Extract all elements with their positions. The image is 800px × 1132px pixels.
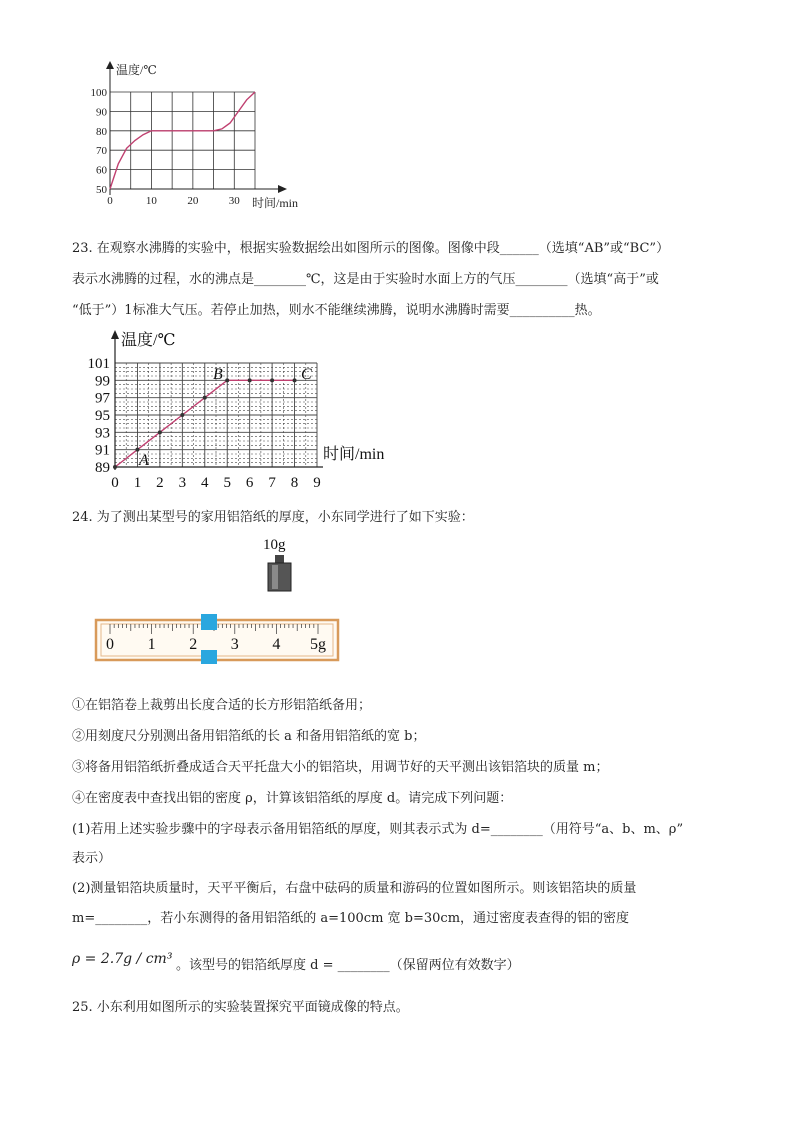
fig1-ytick-label: 90 <box>96 106 107 119</box>
fig1-ytick-label: 60 <box>96 164 107 177</box>
fig1-ytick-label: 50 <box>96 184 107 196</box>
q25-text: 25. 小东利用如图所示的实验装置探究平面镜成像的特点。 <box>72 1000 409 1015</box>
q24-step-3: ③将备用铝箔纸折叠成适合天平托盘大小的铝箔块，用调节好的天平测出该铝箔块的质量 m； <box>72 760 609 775</box>
fig2-xtick-label: 9 <box>313 475 321 491</box>
q23-line-2: 表示水沸腾的过程，水的沸点是________℃，这是由于实验时水面上方的气压________（选填“高于”或 <box>72 272 659 287</box>
rider-top <box>201 614 217 630</box>
fig1-ylabel: 温度/℃ <box>116 63 157 77</box>
ruler-label: 0 <box>106 636 114 653</box>
fig2-ytick-label: 99 <box>95 373 110 390</box>
q24-part-1-line-2: 表示） <box>72 851 112 866</box>
q24-intro: 24. 为了测出某型号的家用铝箔纸的厚度，小东同学进行了如下实验： <box>72 510 474 525</box>
fig2-data-point <box>180 413 184 417</box>
fig2-xtick-label: 6 <box>245 475 254 491</box>
fig2-xtick-label: 0 <box>111 475 119 491</box>
q24-part-2-line-2: m=________，若小东测得的备用铝箔纸的 a=100cm 宽 b=30cm，通过密度表查得的铝的密度 <box>72 911 630 926</box>
fig2-data-point <box>270 378 274 382</box>
q24-step-4: ④在密度表中查找出铝的密度 ρ，计算该铝箔纸的厚度 d。请完成下列问题： <box>72 791 513 806</box>
fig1-xtick-label: 30 <box>228 195 240 207</box>
fig1-xtick-label: 10 <box>145 195 157 207</box>
ruler-label: 5g <box>310 636 326 653</box>
fig2-data-point <box>158 430 162 434</box>
fig2-point-a-label: A <box>139 452 149 469</box>
fig2-point-c-label: C <box>301 366 312 383</box>
fig2-xtick-label: 7 <box>268 475 276 491</box>
fig1-ytick-label: 70 <box>96 145 107 158</box>
fig1-y-arrow <box>106 61 114 69</box>
q24-rho-formula: ρ = 2.7g / cm³ <box>72 951 173 967</box>
fig1-xtick-label: 0 <box>107 195 113 207</box>
fig2-xtick-label: 2 <box>156 475 164 491</box>
balance-beam-ruler <box>90 610 350 670</box>
fig1-ytick-label: 80 <box>96 125 107 138</box>
fig2-data-point <box>113 465 117 469</box>
fig2-ylabel: 温度/℃ <box>121 332 176 349</box>
fig1-xtick-label: 20 <box>187 195 199 207</box>
ruler-label: 2 <box>189 636 198 653</box>
q23-line-1: 23. 在观察水沸腾的实验中，根据实验数据绘出如图所示的图像。图像中段______（选填“AB”或“BC”） <box>72 241 670 256</box>
fig2-ytick-label: 93 <box>95 425 110 442</box>
q24-step-1: ①在铝箔卷上裁剪出长度合适的长方形铝箔纸备用； <box>72 698 372 713</box>
fig2-y-arrow <box>111 330 119 339</box>
q23-line-3: “低于”）1标准大气压。若停止加热，则水不能继续沸腾，说明水沸腾时需要__________热。 <box>72 303 601 318</box>
weight-body <box>268 563 291 591</box>
fig2-ytick-label: 101 <box>87 356 110 372</box>
weight-figure <box>255 532 305 597</box>
fig2-xtick-label: 8 <box>290 475 299 491</box>
fig2-data-point <box>293 378 297 382</box>
ruler-label: 3 <box>230 636 239 653</box>
fig2-xtick-label: 4 <box>201 475 209 491</box>
fig2-point-b-label: B <box>213 366 223 383</box>
q24-part-2-line-1: (2)测量铝箔块质量时，天平平衡后，右盘中砝码的质量和游码的位置如图所示。则该铝箔块的质量 <box>72 881 637 896</box>
fig1-data-curve <box>110 92 255 189</box>
fig2-xtick-label: 3 <box>178 475 187 491</box>
rider-bottom <box>201 650 217 664</box>
q24-part-2-line-3: 。该型号的铝箔纸厚度 d = ________（保留两位有效数字） <box>176 958 520 973</box>
fig1-axes <box>110 63 285 195</box>
ruler-label: 4 <box>272 636 281 653</box>
fig2-data-point <box>225 378 229 382</box>
fig1-grid <box>110 92 255 189</box>
fig1-chart <box>80 55 320 215</box>
fig2-xlabel: 时间/min <box>323 446 385 463</box>
q24-part-1-line-1: (1)若用上述实验步骤中的字母表示备用铝箔纸的厚度，则其表示式为 d=________（用符号“a、b、m、ρ” <box>72 822 684 837</box>
fig1-ytick-label: 100 <box>90 87 107 99</box>
fig2-ytick-label: 95 <box>95 408 110 424</box>
fig1-xlabel: 时间/min <box>252 196 299 210</box>
fig2-ytick-label: 97 <box>95 390 110 407</box>
fig2-ytick-label: 89 <box>95 460 110 476</box>
ruler-label: 1 <box>147 636 156 653</box>
fig2-xtick-label: 1 <box>133 475 142 491</box>
fig1-x-arrow <box>278 185 287 193</box>
fig2-ytick-label: 91 <box>95 442 110 459</box>
fig2-data-point <box>203 396 207 400</box>
fig2-xtick-label: 5 <box>223 475 231 491</box>
fig2-data-point <box>248 378 252 382</box>
q24-step-2: ②用刻度尺分别测出备用铝箔纸的长 a 和备用铝箔纸的宽 b； <box>72 729 426 744</box>
weight-label: 10g <box>263 537 286 553</box>
fig2-chart <box>85 325 405 497</box>
